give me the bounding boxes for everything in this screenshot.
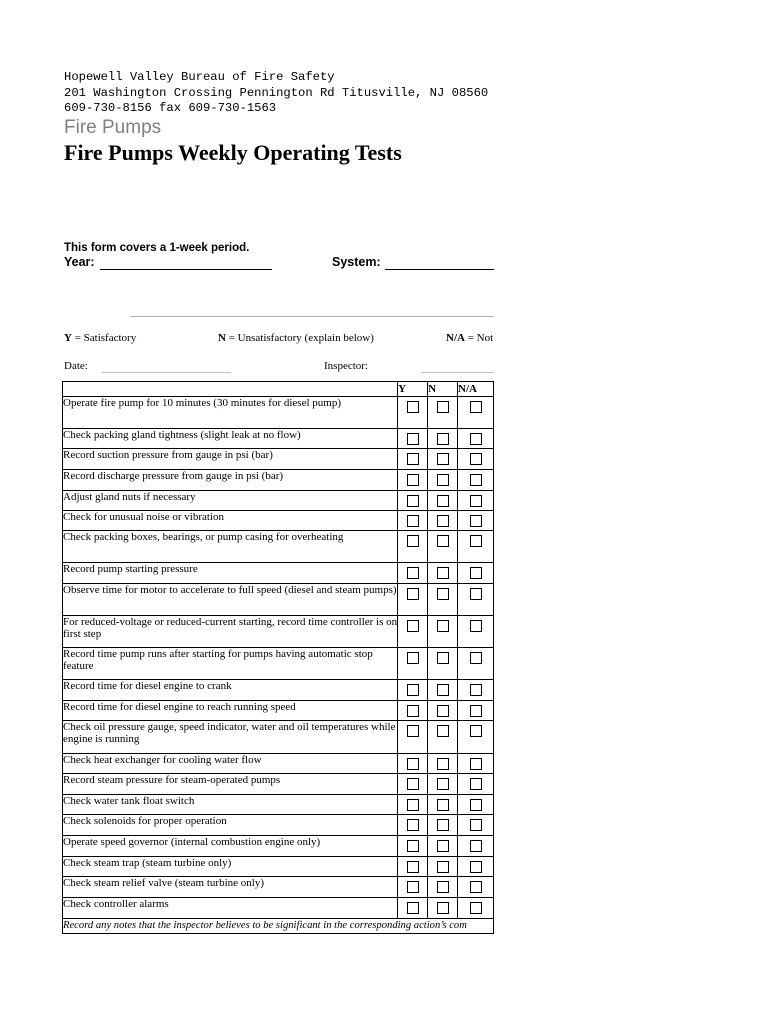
n-checkbox[interactable] [437, 684, 449, 696]
n-cell [428, 815, 458, 836]
na-checkbox[interactable] [470, 902, 482, 914]
na-checkbox[interactable] [470, 881, 482, 893]
n-checkbox[interactable] [437, 652, 449, 664]
y-cell [398, 680, 428, 701]
na-cell [458, 511, 494, 531]
na-cell [458, 584, 494, 616]
org-name: Hopewell Valley Bureau of Fire Safety [64, 70, 335, 84]
y-cell [398, 511, 428, 531]
table-row [63, 397, 494, 429]
y-cell [398, 563, 428, 584]
n-cell [428, 680, 458, 701]
y-checkbox[interactable] [407, 881, 419, 893]
y-checkbox[interactable] [407, 588, 419, 600]
n-checkbox[interactable] [437, 840, 449, 852]
y-cell [398, 584, 428, 616]
y-checkbox[interactable] [407, 401, 419, 413]
y-cell [398, 857, 428, 877]
table-row [63, 877, 494, 898]
n-cell [428, 616, 458, 648]
n-checkbox[interactable] [437, 495, 449, 507]
na-cell [458, 877, 494, 898]
y-checkbox[interactable] [407, 433, 419, 445]
na-checkbox[interactable] [470, 515, 482, 527]
na-cell [458, 470, 494, 491]
na-checkbox[interactable] [470, 861, 482, 873]
y-checkbox[interactable] [407, 620, 419, 632]
y-checkbox[interactable] [407, 705, 419, 717]
table-row [63, 721, 494, 754]
n-cell [428, 701, 458, 721]
n-cell [428, 563, 458, 584]
table-row [63, 648, 494, 680]
na-cell [458, 429, 494, 449]
y-checkbox[interactable] [407, 515, 419, 527]
inspector-field[interactable] [421, 372, 494, 373]
na-cell [458, 721, 494, 754]
checklist-item: Check packing boxes, bearings, or pump casing for overheating [63, 531, 398, 563]
y-checkbox[interactable] [407, 840, 419, 852]
na-checkbox[interactable] [470, 453, 482, 465]
y-checkbox[interactable] [407, 453, 419, 465]
notes-row [63, 919, 494, 934]
checklist-item: For reduced-voltage or reduced-current starting, record time controller is on first step [63, 616, 398, 648]
na-checkbox[interactable] [470, 758, 482, 770]
y-cell [398, 648, 428, 680]
n-checkbox[interactable] [437, 453, 449, 465]
n-cell [428, 836, 458, 857]
na-checkbox[interactable] [470, 495, 482, 507]
na-cell [458, 898, 494, 919]
n-cell [428, 429, 458, 449]
org-phone: 609-730-8156 fax 609-730-1563 [64, 101, 277, 115]
n-checkbox[interactable] [437, 881, 449, 893]
table-header-row [63, 382, 494, 397]
checklist-item: Operate speed governor (internal combustion engine only) [63, 836, 398, 857]
checklist-item: Record discharge pressure from gauge in psi (bar) [63, 470, 398, 491]
y-checkbox[interactable] [407, 495, 419, 507]
checklist-item: Check steam trap (steam turbine only) [63, 857, 398, 877]
y-cell [398, 754, 428, 774]
page-title: Fire Pumps Weekly Operating Tests [64, 140, 402, 165]
y-checkbox[interactable] [407, 652, 419, 664]
table-row [63, 701, 494, 721]
checklist-item: Check solenoids for proper operation [63, 815, 398, 836]
y-cell [398, 721, 428, 754]
checklist-item: Record time for diesel engine to crank [63, 680, 398, 701]
na-checkbox[interactable] [470, 799, 482, 811]
na-checkbox[interactable] [470, 535, 482, 547]
y-cell [398, 701, 428, 721]
table-row [63, 754, 494, 774]
table-row [63, 470, 494, 491]
n-checkbox[interactable] [437, 705, 449, 717]
na-cell [458, 491, 494, 511]
na-checkbox[interactable] [470, 778, 482, 790]
na-cell [458, 449, 494, 470]
n-checkbox[interactable] [437, 902, 449, 914]
checklist-table [62, 381, 494, 934]
n-cell [428, 648, 458, 680]
na-checkbox[interactable] [470, 819, 482, 831]
n-checkbox[interactable] [437, 778, 449, 790]
table-row [63, 563, 494, 584]
n-cell [428, 397, 458, 429]
y-checkbox[interactable] [407, 725, 419, 737]
table-row [63, 491, 494, 511]
na-cell [458, 680, 494, 701]
na-checkbox[interactable] [470, 652, 482, 664]
table-row [63, 449, 494, 470]
y-checkbox[interactable] [407, 799, 419, 811]
na-cell [458, 531, 494, 563]
na-cell [458, 701, 494, 721]
n-cell [428, 857, 458, 877]
na-checkbox[interactable] [470, 620, 482, 632]
year-field[interactable] [100, 269, 272, 270]
n-cell [428, 470, 458, 491]
n-cell [428, 531, 458, 563]
y-cell [398, 836, 428, 857]
table-row [63, 584, 494, 616]
n-cell [428, 449, 458, 470]
checklist-item: Check controller alarms [63, 898, 398, 919]
na-checkbox[interactable] [470, 725, 482, 737]
na-cell [458, 836, 494, 857]
legend-satisfactory: Y = Satisfactory [64, 332, 137, 344]
n-cell [428, 721, 458, 754]
inspector-label: Inspector: [324, 360, 368, 372]
checklist-item: Record steam pressure for steam-operated pumps [63, 774, 398, 795]
y-cell [398, 877, 428, 898]
na-cell [458, 774, 494, 795]
na-cell [458, 754, 494, 774]
n-checkbox[interactable] [437, 535, 449, 547]
divider [130, 316, 494, 317]
n-cell [428, 584, 458, 616]
na-cell [458, 563, 494, 584]
n-checkbox[interactable] [437, 515, 449, 527]
year-label: Year: [64, 255, 95, 269]
y-checkbox[interactable] [407, 684, 419, 696]
n-cell [428, 754, 458, 774]
na-cell [458, 648, 494, 680]
na-cell [458, 795, 494, 815]
n-checkbox[interactable] [437, 401, 449, 413]
table-row [63, 774, 494, 795]
y-cell [398, 491, 428, 511]
y-cell [398, 429, 428, 449]
checklist-item: Record suction pressure from gauge in psi (bar) [63, 449, 398, 470]
checklist-item: Adjust gland nuts if necessary [63, 491, 398, 511]
na-checkbox[interactable] [470, 567, 482, 579]
na-checkbox[interactable] [470, 705, 482, 717]
n-checkbox[interactable] [437, 799, 449, 811]
table-row [63, 429, 494, 449]
system-label: System: [332, 255, 381, 269]
table-row [63, 898, 494, 919]
n-cell [428, 774, 458, 795]
checklist-item: Check packing gland tightness (slight leak at no flow) [63, 429, 398, 449]
checklist-item: Check oil pressure gauge, speed indicator, water and oil temperatures while engine is running [63, 721, 398, 754]
y-checkbox[interactable] [407, 758, 419, 770]
y-checkbox[interactable] [407, 861, 419, 873]
y-cell [398, 795, 428, 815]
n-checkbox[interactable] [437, 758, 449, 770]
column-header-item [63, 382, 398, 397]
y-cell [398, 898, 428, 919]
y-cell [398, 815, 428, 836]
notes-instruction: Record any notes that the inspector believes to be significant in the corresponding action’s com [63, 919, 494, 934]
table-row [63, 836, 494, 857]
n-checkbox[interactable] [437, 819, 449, 831]
n-checkbox[interactable] [437, 588, 449, 600]
na-cell [458, 616, 494, 648]
table-row [63, 680, 494, 701]
table-row [63, 795, 494, 815]
checklist-item: Check heat exchanger for cooling water flow [63, 754, 398, 774]
column-header-n: N [428, 382, 458, 397]
table-row [63, 616, 494, 648]
na-checkbox[interactable] [470, 588, 482, 600]
na-cell [458, 397, 494, 429]
y-checkbox[interactable] [407, 474, 419, 486]
date-field[interactable] [102, 372, 231, 373]
y-cell [398, 470, 428, 491]
n-checkbox[interactable] [437, 433, 449, 445]
y-cell [398, 397, 428, 429]
checklist-item: Record time pump runs after starting for pumps having automatic stop feature [63, 648, 398, 680]
n-cell [428, 898, 458, 919]
n-cell [428, 877, 458, 898]
n-checkbox[interactable] [437, 474, 449, 486]
na-checkbox[interactable] [470, 684, 482, 696]
na-checkbox[interactable] [470, 401, 482, 413]
period-note: This form covers a 1-week period. [64, 242, 250, 254]
n-cell [428, 795, 458, 815]
n-cell [428, 511, 458, 531]
org-address: 201 Washington Crossing Pennington Rd Titusville, NJ 08560 [64, 86, 489, 100]
n-checkbox[interactable] [437, 567, 449, 579]
n-cell [428, 491, 458, 511]
checklist-item: Record pump starting pressure [63, 563, 398, 584]
checklist-item: Check for unusual noise or vibration [63, 511, 398, 531]
n-checkbox[interactable] [437, 861, 449, 873]
y-checkbox[interactable] [407, 535, 419, 547]
n-checkbox[interactable] [437, 620, 449, 632]
na-checkbox[interactable] [470, 840, 482, 852]
table-row [63, 511, 494, 531]
table-row [63, 815, 494, 836]
checklist-item: Observe time for motor to accelerate to full speed (diesel and steam pumps) [63, 584, 398, 616]
y-checkbox[interactable] [407, 902, 419, 914]
checklist-item: Check steam relief valve (steam turbine only) [63, 877, 398, 898]
checklist-item: Operate fire pump for 10 minutes (30 minutes for diesel pump) [63, 397, 398, 429]
table-row [63, 857, 494, 877]
system-field[interactable] [385, 269, 494, 270]
y-checkbox[interactable] [407, 778, 419, 790]
y-cell [398, 449, 428, 470]
n-checkbox[interactable] [437, 725, 449, 737]
date-label: Date: [64, 360, 88, 372]
checklist-item: Record time for diesel engine to reach running speed [63, 701, 398, 721]
y-checkbox[interactable] [407, 819, 419, 831]
category-heading: Fire Pumps [64, 117, 162, 138]
na-checkbox[interactable] [470, 433, 482, 445]
checklist-item: Check water tank float switch [63, 795, 398, 815]
na-cell [458, 815, 494, 836]
y-cell [398, 616, 428, 648]
na-checkbox[interactable] [470, 474, 482, 486]
column-header-na: N/A [458, 382, 494, 397]
y-checkbox[interactable] [407, 567, 419, 579]
table-row [63, 531, 494, 563]
y-cell [398, 774, 428, 795]
na-cell [458, 857, 494, 877]
column-header-y: Y [398, 382, 428, 397]
legend-unsatisfactory: N = Unsatisfactory (explain below) [218, 332, 374, 344]
y-cell [398, 531, 428, 563]
legend-not-applicable: N/A = Not [446, 332, 494, 344]
